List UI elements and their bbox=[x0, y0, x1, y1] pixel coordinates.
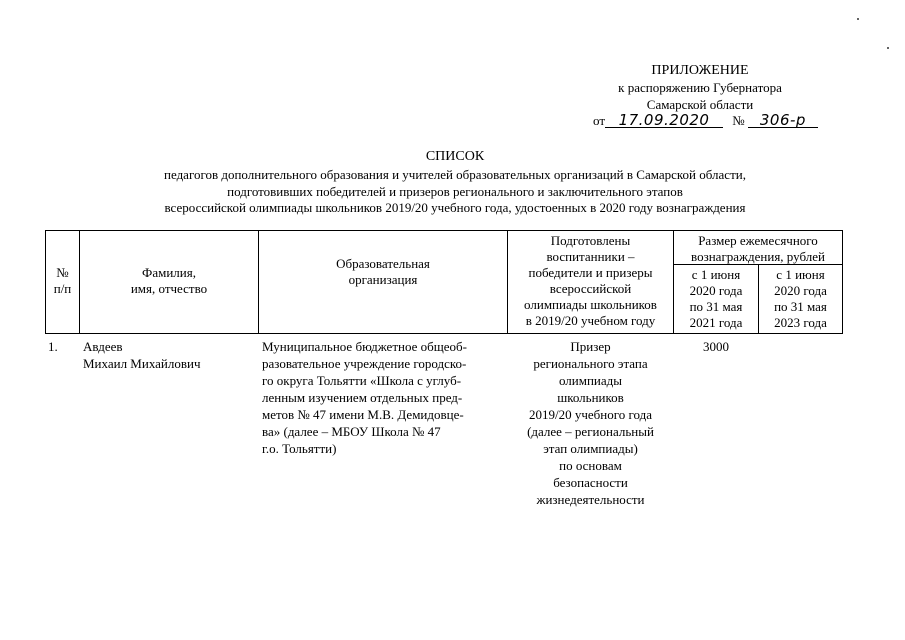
appendix-header bbox=[560, 62, 840, 114]
title-main: СПИСОК bbox=[425, 149, 485, 164]
scan-dot bbox=[857, 18, 859, 20]
org-line: го округа Тольятти «Школа с углуб- bbox=[262, 373, 462, 388]
row-organization bbox=[262, 338, 502, 457]
title-line: подготовивших победителей и призеров регионального и заключительного этапов bbox=[227, 183, 683, 199]
table-border-top bbox=[45, 230, 843, 231]
appendix-title: ПРИЛОЖЕНИЕ bbox=[651, 63, 749, 78]
header-text: с 1 июня bbox=[691, 267, 741, 282]
appendix-line: Самарской области bbox=[646, 97, 754, 113]
header-period-2023 bbox=[759, 267, 842, 331]
header-num bbox=[46, 265, 79, 297]
prepared-line: (далее – региональный bbox=[527, 424, 654, 439]
header-text: Образовательная bbox=[336, 256, 430, 271]
header-period-2021 bbox=[674, 267, 758, 331]
header-text: Фамилия, bbox=[142, 265, 196, 280]
prepared-line: 2019/20 учебного года bbox=[528, 407, 653, 422]
table-border-right bbox=[842, 230, 843, 334]
order-number: 306-р bbox=[748, 113, 818, 128]
appendix-line: к распоряжению Губернатора bbox=[618, 80, 782, 96]
header-text: имя, отчество bbox=[130, 281, 208, 296]
header-text: 2021 года bbox=[689, 315, 743, 330]
prepared-line: по основам bbox=[559, 458, 622, 473]
row-prepared bbox=[508, 338, 673, 508]
order-reference bbox=[593, 113, 843, 129]
org-line: г.о. Тольятти) bbox=[262, 441, 337, 456]
header-text: 2023 года bbox=[774, 315, 827, 330]
header-text: п/п bbox=[53, 281, 72, 296]
header-text: Размер ежемесячного bbox=[698, 233, 818, 248]
header-text: в 2019/20 учебном году bbox=[525, 313, 656, 328]
org-line: Муниципальное бюджетное общеоб- bbox=[262, 339, 467, 354]
org-line: ленным изучением отдельных пред- bbox=[262, 390, 463, 405]
header-text: по 31 мая bbox=[689, 299, 743, 314]
header-name bbox=[80, 265, 258, 297]
row-amount-2021: 3000 bbox=[703, 339, 729, 354]
header-prepared bbox=[508, 233, 673, 329]
org-line: разовательное учреждение городско- bbox=[262, 356, 467, 371]
header-organization bbox=[259, 256, 507, 288]
org-line: ва» (далее – МБОУ Школа № 47 bbox=[262, 424, 441, 439]
header-text: воспитанники – bbox=[546, 249, 635, 264]
title-line: педагогов дополнительного образования и учителей образовательных организаций в Самарской области, bbox=[164, 166, 746, 182]
header-text: 2020 года bbox=[689, 283, 743, 298]
org-line: метов № 47 имени М.В. Демидовце- bbox=[262, 407, 464, 422]
header-text: олимпиады школьников bbox=[524, 297, 657, 312]
header-text: Подготовлены bbox=[550, 233, 631, 248]
row-name bbox=[83, 338, 255, 372]
prepared-line: школьников bbox=[557, 390, 624, 405]
document-title bbox=[60, 148, 850, 217]
prepared-line: Призер bbox=[570, 339, 611, 354]
header-text: победители и призеры bbox=[528, 265, 653, 280]
header-text: вознаграждения, рублей bbox=[691, 249, 825, 264]
header-text: всероссийской bbox=[549, 281, 632, 296]
order-from-label: от bbox=[593, 113, 606, 128]
prepared-line: регионального этапа bbox=[533, 356, 648, 371]
order-date: 17.09.2020 bbox=[605, 113, 723, 128]
header-text: 2020 года bbox=[774, 283, 827, 298]
header-text: с 1 июня bbox=[776, 267, 825, 282]
scan-dot bbox=[887, 47, 889, 49]
prepared-line: олимпиады bbox=[558, 373, 623, 388]
prepared-line: этап олимпиады) bbox=[543, 441, 638, 456]
given-names: Михаил Михайлович bbox=[83, 356, 201, 371]
header-text: организация bbox=[348, 272, 418, 287]
header-text: № bbox=[56, 265, 69, 280]
row-number: 1. bbox=[48, 339, 58, 354]
prepared-line: жизнедеятельности bbox=[536, 492, 645, 507]
order-number-label: № bbox=[732, 113, 745, 128]
prepared-line: безопасности bbox=[553, 475, 628, 490]
header-text: по 31 мая bbox=[774, 299, 827, 314]
table-header-bottom bbox=[45, 333, 843, 334]
surname: Авдеев bbox=[83, 339, 123, 354]
title-line: всероссийской олимпиады школьников 2019/20 учебного года, удостоенных в 2020 году вознаграждения bbox=[164, 200, 746, 216]
header-award bbox=[674, 233, 842, 265]
